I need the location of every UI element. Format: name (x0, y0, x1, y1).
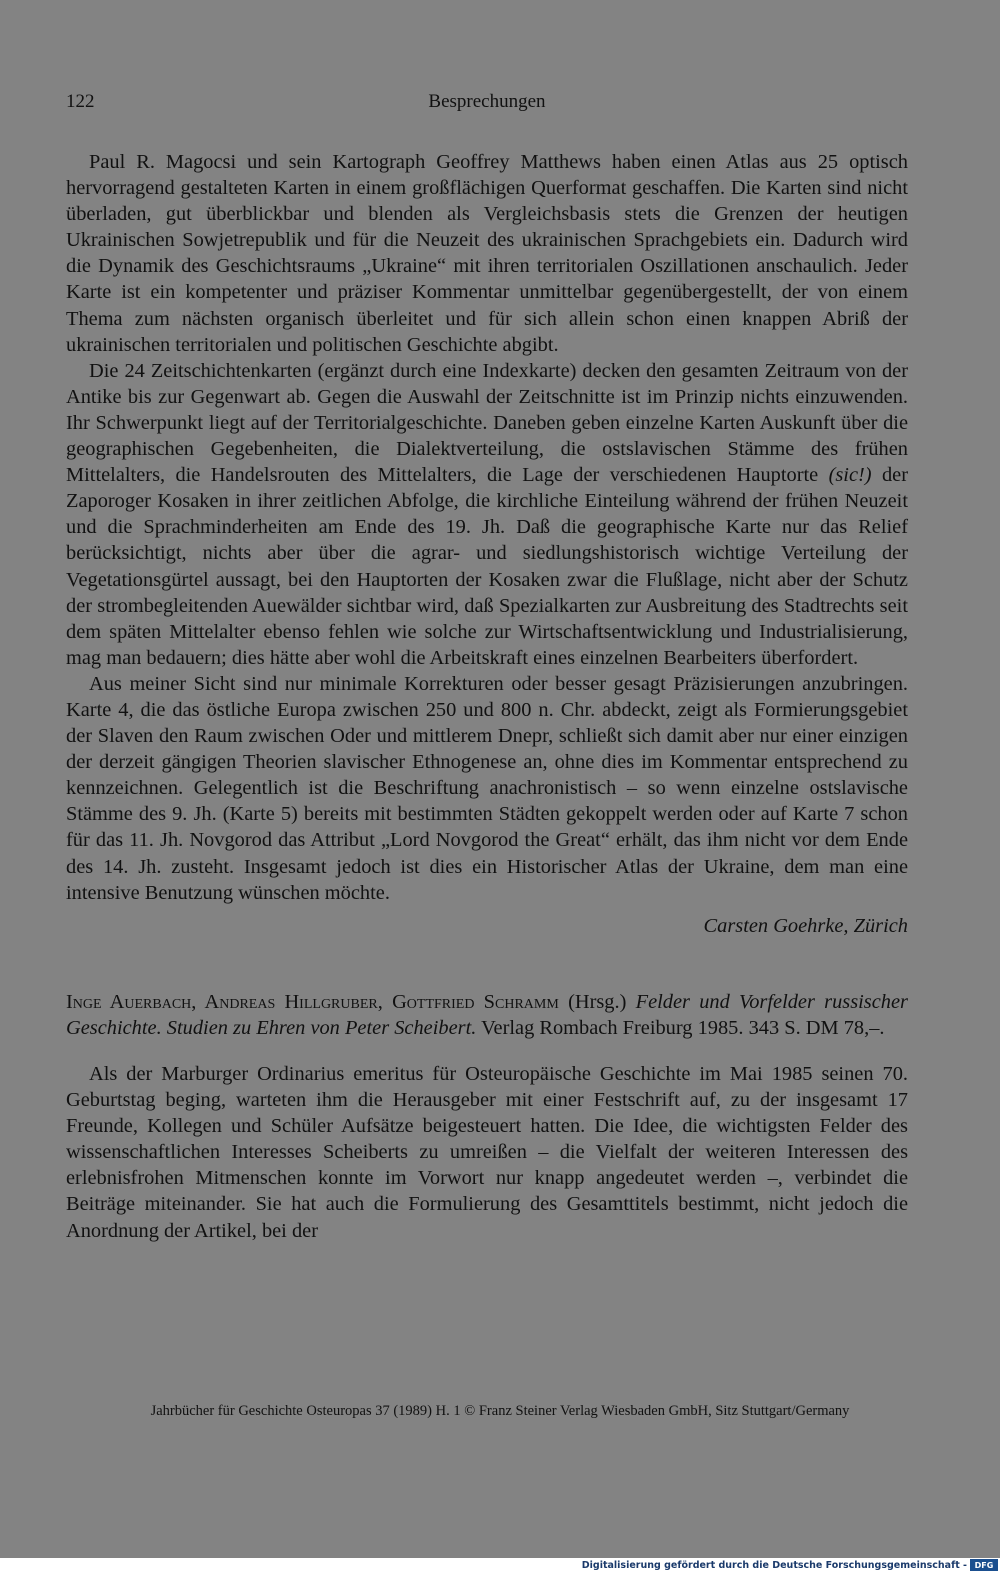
review1-paragraph-2-part2: der Zaporoger Kosaken in ihrer zeitlichen Abfolge, die kirchliche Einteilung während der frühen Neuzeit und die Sprachminderheiten am Ende des 19. Jh. Daß die geographische Karte nur das Relief berücksichtigt, nichts aber über die agrar- und siedlungshistorisch wichtige Verteilung der Vegetationsgürtel aussagt, bei den Hauptorten der Kosaken zwar die Flußlage, nicht aber der Schutz der strombegleitenden Auewälder sichtbar wird, daß Spezialkarten zur Ausbreitung des Stadtrechts seit dem späten Mittelalter ebenso fehlen wie solche zur Wirtschaftsentwicklung und Industrialisierung, mag man bedauern; dies hätte aber wohl die Arbeitskraft eines einzelnen Bearbeiters überfordert. (66, 464, 908, 669)
journal-footer: Jahrbücher für Geschichte Osteuropas 37 (1989) H. 1 © Franz Steiner Verlag Wiesbaden GmbH, Sitz Stuttgart/Germany (150, 1403, 850, 1419)
review1-paragraph-3: Aus meiner Sicht sind nur minimale Korrekturen oder besser gesagt Präzisierungen anzubringen. Karte 4, die das östliche Europa zwischen 250 und 800 n. Chr. abdeckt, zeigt als Formierungsgebiet der Slaven den Raum zwischen Oder und mittlerem Dnepr, schließt sich damit aber nur einer einzigen der derzeit gängigen Theorien slavischer Ethnogenese an, ohne dies im Kommentar entsprechend zu kennzeichnen. Gelegentlich ist die Beschriftung anachronistisch – so wenn einzelne ostslavische Stämme des 9. Jh. (Karte 5) bereits mit bestimmten Städten gekoppelt werden oder auf Karte 7 schon für das 11. Jh. Novgorod das Attribut „Lord Novgorod the Great“ erhält, das ihm nicht vor dem Ende des 14. Jh. zusteht. Insgesamt jedoch ist dies ein Historischer Atlas der Ukraine, dem man eine intensive Benutzung wünschen möchte. (66, 672, 908, 904)
review1-paragraph-1: Paul R. Magocsi und sein Kartograph Geoffrey Matthews haben einen Atlas aus 25 optisch hervorragend gestalteten Karten in einem großflächigen Querformat geschaffen. Die Karten sind nicht überladen, gut überblickbar und blenden als Vergleichsbasis stets die Grenzen der heutigen Ukrainischen Sowjetrepublik und für die Neuzeit des ukrainischen Sprachgebiets ein. Dadurch wird die Dynamik des Geschichtsraums „Ukraine“ mit ihren territorialen Oszillationen anschaulich. Jeder Karte ist ein kompetenter und präziser Kommentar unmittelbar gegenübergestellt, der von einem Thema zum nächsten organisch überleitet und für sich allein schon einen knappen Abriß der ukrainischen territorialen und politischen Geschichte abgibt. (66, 151, 908, 356)
page-body (66, 149, 908, 1244)
bib-title: Felder und Vorfelder russischer Geschichte. Studien zu Ehren von Peter Scheibert. (66, 990, 908, 1039)
page-number: 122 (66, 91, 95, 112)
bibliographic-entry (66, 989, 908, 1041)
running-head (66, 91, 908, 121)
review-signature: Carsten Goehrke, Zürich (703, 914, 908, 937)
digitization-notice (576, 1558, 1000, 1572)
running-title: Besprechungen (428, 91, 546, 112)
bib-editor-note: (Hrsg.) (568, 990, 627, 1013)
digitization-notice-text: Digitalisierung gefördert durch die Deutsche Forschungsgemeinschaft - (581, 1559, 967, 1571)
dfg-logo-icon: DFG (970, 1559, 998, 1571)
sic-note: (sic!) (828, 464, 872, 487)
bib-authors: Inge Auerbach, Andreas Hillgruber, Gottfried Schramm (66, 990, 559, 1013)
review1-paragraph-2-part1: Die 24 Zeitschichtenkarten (ergänzt durch eine Indexkarte) decken den gesamten Zeitraum von der Antike bis zur Gegenwart ab. Gegen die Auswahl der Zeitschnitte ist im Prinzip nichts einzuwenden. Ihr Schwerpunkt liegt auf der Territorialgeschichte. Daneben geben einzelne Karten Auskunft über die geographischen Gegebenheiten, die Dialektverteilung, die ostslavischen Stämme des frühen Mittelalters, die Handelsrouten des Mittelalters, die Lage der verschiedenen Hauptorte (66, 359, 908, 487)
bib-publisher: Verlag Rombach Freiburg 1985. 343 S. DM 78,–. (481, 1016, 885, 1039)
review2-paragraph-1: Als der Marburger Ordinarius emeritus für Osteuropäische Geschichte im Mai 1985 seinen 70. Geburtstag beging, warteten ihm die Herausgeber mit einer Festschrift auf, zu der insgesamt 17 Freunde, Kollegen und Schüler Aufsätze beigesteuert hatten. Die Idee, die wichtigsten Felder des wissenschaftlichen Interesses Scheiberts zu umreißen – die Vielfalt der weiteren Interessen des erlebnisfrohen Mitmenschen konnte im Vorwort nur knapp angedeutet werden –, verbindet die Beiträge miteinander. Sie hat auch die Formulierung des Gesamttitels bestimmt, nicht jedoch die Anordnung der Artikel, bei der (66, 1063, 908, 1242)
review1-paragraph-2 (66, 358, 908, 671)
